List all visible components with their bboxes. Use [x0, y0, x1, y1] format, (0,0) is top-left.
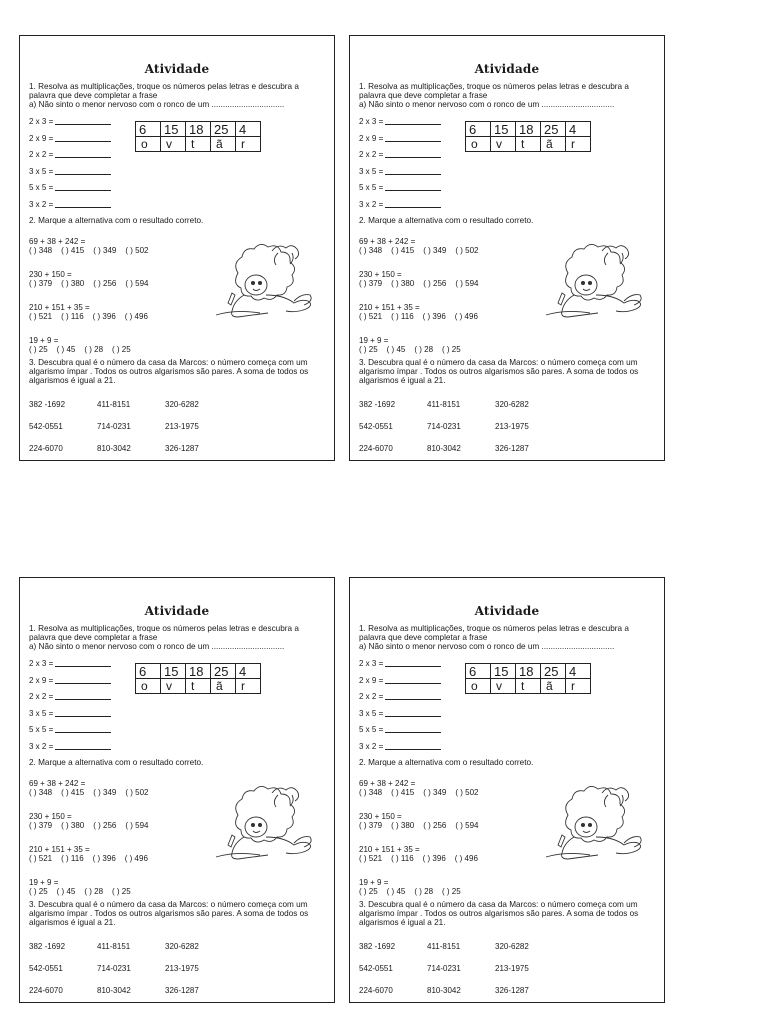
question-1-text: 1. Resolva as multiplicações, troque os números pelas letras e descubra a palavra que deve completar a frase — [359, 624, 629, 643]
addition-problem — [29, 270, 158, 303]
option-checkbox[interactable]: ( ) 116 — [391, 312, 414, 321]
code-cell: 6 — [466, 664, 491, 679]
option-checkbox[interactable]: ( ) 256 — [93, 821, 117, 830]
phone-number: 213-1975 — [495, 422, 529, 431]
option-checkbox[interactable]: ( ) 379 — [29, 279, 53, 288]
code-letters-row — [466, 679, 591, 694]
option-checkbox[interactable]: ( ) 379 — [29, 821, 53, 830]
option-checkbox[interactable]: ( ) 28 — [84, 887, 104, 896]
problem-expression: 210 + 151 + 35 = — [359, 845, 420, 854]
code-cell: 6 — [466, 122, 491, 137]
question-2-text: 2. Marque a alternativa com o resultado correto. — [29, 216, 204, 225]
code-numbers-row — [466, 664, 591, 679]
phone-number: 320-6282 — [165, 400, 199, 409]
phone-number: 382 -1692 — [29, 400, 66, 409]
option-checkbox[interactable]: ( ) 25 — [442, 887, 461, 896]
code-table — [465, 663, 591, 694]
phone-number-grid — [29, 400, 233, 461]
multiplication-item: 3 x 5 = — [29, 709, 111, 726]
option-checkbox[interactable]: ( ) 45 — [56, 345, 76, 354]
problem-expression: 69 + 38 + 242 = — [359, 237, 416, 246]
option-checkbox[interactable]: ( ) 415 — [61, 788, 85, 797]
option-checkbox[interactable]: ( ) 496 — [454, 312, 478, 321]
option-checkbox[interactable]: ( ) 28 — [84, 345, 104, 354]
phone-number: 714-0231 — [427, 422, 461, 431]
answer-blank[interactable] — [385, 174, 441, 175]
option-checkbox[interactable]: ( ) 28 — [414, 345, 434, 354]
multiplication-item: 5 x 5 = — [359, 725, 441, 742]
multiplication-item: 2 x 2 = — [29, 692, 111, 709]
phone-row — [29, 986, 233, 1003]
option-checkbox[interactable]: ( ) 502 — [125, 788, 149, 797]
option-checkbox[interactable]: ( ) 502 — [125, 246, 149, 255]
question-2-text: 2. Marque a alternativa com o resultado correto. — [359, 758, 534, 767]
code-letters-row — [466, 137, 591, 152]
phone-number: 224-6070 — [359, 986, 393, 995]
phone-row — [29, 942, 233, 964]
problem-expression: 19 + 9 = — [29, 336, 59, 345]
phone-number: 224-6070 — [29, 986, 63, 995]
addition-problems — [29, 237, 158, 369]
question-1-text: 1. Resolva as multiplicações, troque os números pelas letras e descubra a palavra que deve completar a frase — [29, 624, 299, 643]
option-checkbox[interactable]: ( ) 594 — [125, 279, 149, 288]
addition-problem — [359, 237, 488, 270]
multiplication-item: 5 x 5 = — [29, 725, 111, 742]
option-checkbox[interactable]: ( ) 25 — [29, 345, 48, 354]
worksheet-card-bottom-left — [19, 577, 335, 1003]
answer-blank[interactable] — [385, 699, 441, 700]
answer-blank[interactable] — [385, 157, 441, 158]
option-checkbox[interactable]: ( ) 594 — [125, 821, 149, 830]
phone-row — [359, 400, 563, 422]
phone-number-grid — [359, 942, 563, 1003]
code-cell: r — [566, 137, 591, 152]
phone-number: 320-6282 — [495, 400, 529, 409]
code-cell: ã — [211, 679, 236, 694]
code-numbers-row — [136, 664, 261, 679]
code-cell: 18 — [186, 664, 211, 679]
multiplication-item: 3 x 2 = — [29, 742, 111, 759]
addition-problem — [359, 303, 488, 336]
code-table — [465, 121, 591, 152]
phone-number-grid — [359, 400, 563, 461]
code-cell: 15 — [491, 664, 516, 679]
option-checkbox[interactable]: ( ) 348 — [359, 788, 383, 797]
option-checkbox[interactable]: ( ) 25 — [359, 345, 378, 354]
option-checkbox[interactable]: ( ) 594 — [455, 821, 479, 830]
code-table — [135, 663, 261, 694]
option-checkbox[interactable]: ( ) 349 — [423, 246, 447, 255]
code-cell: t — [186, 679, 211, 694]
code-cell: o — [136, 679, 161, 694]
problem-expression: 69 + 38 + 242 = — [29, 779, 86, 788]
option-checkbox[interactable]: ( ) 502 — [455, 788, 479, 797]
phone-number: 411-8151 — [427, 942, 461, 951]
option-checkbox[interactable]: ( ) 349 — [93, 788, 117, 797]
answer-blank[interactable] — [55, 683, 111, 684]
option-checkbox[interactable]: ( ) 25 — [29, 887, 48, 896]
phone-row — [29, 444, 233, 461]
option-checkbox[interactable]: ( ) 256 — [93, 279, 117, 288]
phone-number: 411-8151 — [97, 942, 131, 951]
option-checkbox[interactable]: ( ) 496 — [124, 312, 148, 321]
question-1 — [359, 624, 655, 652]
question-3-text: 3. Descubra qual é o número da casa da Marcos: o número começa com um algarismo ímpar . Todos os outros algarismos são pares. A soma de todos os algarismos é igual a 21. — [29, 358, 309, 386]
option-checkbox[interactable]: ( ) 521 — [359, 854, 383, 863]
code-letters-row — [136, 137, 261, 152]
answer-blank[interactable] — [385, 124, 441, 125]
multiplication-item: 2 x 9 = — [29, 676, 111, 693]
problem-expression: 230 + 150 = — [29, 270, 72, 279]
code-cell: v — [161, 137, 186, 152]
option-checkbox[interactable]: ( ) 28 — [414, 887, 434, 896]
option-checkbox[interactable]: ( ) 380 — [61, 279, 85, 288]
addition-problem — [359, 812, 488, 845]
problem-expression: 210 + 151 + 35 = — [29, 303, 90, 312]
multiplication-item: 2 x 9 = — [29, 134, 111, 151]
option-checkbox[interactable]: ( ) 25 — [112, 345, 131, 354]
option-checkbox[interactable]: ( ) 396 — [422, 312, 446, 321]
answer-blank[interactable] — [55, 157, 111, 158]
multiplication-item: 2 x 3 = — [29, 659, 111, 676]
question-1 — [359, 82, 655, 110]
option-checkbox[interactable]: ( ) 396 — [92, 854, 116, 863]
option-checkbox[interactable]: ( ) 496 — [454, 854, 478, 863]
phone-row — [359, 444, 563, 461]
option-checkbox[interactable]: ( ) 380 — [391, 279, 415, 288]
phone-number: 320-6282 — [165, 942, 199, 951]
option-checkbox[interactable]: ( ) 348 — [29, 788, 53, 797]
option-checkbox[interactable]: ( ) 348 — [359, 246, 383, 255]
phone-number: 542-0551 — [29, 964, 63, 973]
multiplication-item: 3 x 5 = — [359, 167, 441, 184]
code-letters-row — [136, 679, 261, 694]
phone-number: 320-6282 — [495, 942, 529, 951]
option-checkbox[interactable]: ( ) 25 — [359, 887, 378, 896]
option-checkbox[interactable]: ( ) 594 — [455, 279, 479, 288]
sheep-reading-icon — [208, 233, 320, 333]
option-checkbox[interactable]: ( ) 348 — [29, 246, 53, 255]
phone-number: 714-0231 — [97, 964, 131, 973]
problem-expression: 69 + 38 + 242 = — [29, 237, 86, 246]
sheep-reading-icon — [538, 233, 650, 333]
code-cell: ã — [541, 679, 566, 694]
option-checkbox[interactable]: ( ) 116 — [391, 854, 414, 863]
code-cell: 4 — [566, 122, 591, 137]
phone-row — [359, 942, 563, 964]
multiplication-item: 3 x 2 = — [359, 200, 441, 217]
option-checkbox[interactable]: ( ) 256 — [423, 821, 447, 830]
sheep-reading-icon — [208, 775, 320, 875]
phone-number: 714-0231 — [427, 964, 461, 973]
multiplication-item: 3 x 2 = — [359, 742, 441, 759]
problem-expression: 210 + 151 + 35 = — [359, 303, 420, 312]
multiplication-item: 3 x 2 = — [29, 200, 111, 217]
phone-number: 326-1287 — [495, 444, 529, 453]
phone-number: 224-6070 — [29, 444, 63, 453]
phone-number-grid — [29, 942, 233, 1003]
option-checkbox[interactable]: ( ) 415 — [391, 788, 415, 797]
addition-problem — [359, 270, 488, 303]
question-1-text: 1. Resolva as multiplicações, troque os números pelas letras e descubra a palavra que deve completar a frase — [359, 82, 629, 101]
code-cell: t — [516, 679, 541, 694]
code-cell: 4 — [566, 664, 591, 679]
addition-problems — [29, 779, 158, 911]
phone-row — [359, 986, 563, 1003]
problem-expression: 69 + 38 + 242 = — [359, 779, 416, 788]
multiplication-item: 5 x 5 = — [359, 183, 441, 200]
worksheet-title: Atividade — [144, 62, 210, 76]
option-checkbox[interactable]: ( ) 116 — [61, 312, 84, 321]
multiplication-item: 2 x 3 = — [359, 117, 441, 134]
option-checkbox[interactable]: ( ) 25 — [442, 345, 461, 354]
phone-row — [29, 422, 233, 444]
addition-problem — [29, 303, 158, 336]
code-cell: 18 — [186, 122, 211, 137]
code-cell: 6 — [136, 664, 161, 679]
multiplication-list — [29, 117, 111, 216]
answer-blank[interactable] — [55, 124, 111, 125]
code-cell: 25 — [211, 664, 236, 679]
code-cell: t — [516, 137, 541, 152]
code-cell: 15 — [161, 664, 186, 679]
answer-blank[interactable] — [385, 732, 441, 733]
option-checkbox[interactable]: ( ) 256 — [423, 279, 447, 288]
phone-number: 382 -1692 — [29, 942, 66, 951]
code-cell: 18 — [516, 122, 541, 137]
phone-number: 213-1975 — [495, 964, 529, 973]
code-cell: 18 — [516, 664, 541, 679]
question-3-text: 3. Descubra qual é o número da casa da Marcos: o número começa com um algarismo ímpar . Todos os outros algarismos são pares. A soma de todos os algarismos é igual a 21. — [359, 358, 639, 386]
option-checkbox[interactable]: ( ) 521 — [29, 854, 53, 863]
answer-blank[interactable] — [55, 190, 111, 191]
problem-expression: 230 + 150 = — [29, 812, 72, 821]
phone-row — [359, 964, 563, 986]
problem-expression: 230 + 150 = — [359, 812, 402, 821]
code-cell: 25 — [541, 122, 566, 137]
worksheet-title: Atividade — [474, 604, 540, 618]
code-cell: r — [236, 679, 261, 694]
code-numbers-row — [466, 122, 591, 137]
phone-number: 411-8151 — [427, 400, 461, 409]
answer-blank[interactable] — [55, 699, 111, 700]
question-3-text: 3. Descubra qual é o número da casa da Marcos: o número começa com um algarismo ímpar . Todos os outros algarismos são pares. A soma de todos os algarismos é igual a 21. — [29, 900, 309, 928]
multiplication-item: 2 x 2 = — [359, 150, 441, 167]
sheep-reading-icon — [538, 775, 650, 875]
code-cell: r — [236, 137, 261, 152]
answer-blank[interactable] — [385, 749, 441, 750]
addition-problems — [359, 779, 488, 911]
code-cell: 15 — [491, 122, 516, 137]
question-1-sentence: a) Não sinto o menor nervoso com o ronco de um ................................ — [359, 642, 615, 652]
phone-number: 714-0231 — [97, 422, 131, 431]
addition-problems — [359, 237, 488, 369]
option-checkbox[interactable]: ( ) 45 — [386, 887, 406, 896]
phone-number: 810-3042 — [97, 986, 131, 995]
problem-expression: 230 + 150 = — [359, 270, 402, 279]
answer-blank[interactable] — [55, 666, 111, 667]
code-cell: v — [491, 679, 516, 694]
code-cell: 15 — [161, 122, 186, 137]
option-checkbox[interactable]: ( ) 415 — [391, 246, 415, 255]
question-1-sentence: a) Não sinto o menor nervoso com o ronco de um ................................ — [29, 100, 285, 110]
multiplication-list — [29, 659, 111, 758]
phone-number: 326-1287 — [495, 986, 529, 995]
question-1-sentence: a) Não sinto o menor nervoso com o ronco de um ................................ — [29, 642, 285, 652]
problem-expression: 19 + 9 = — [359, 336, 389, 345]
multiplication-item: 3 x 5 = — [359, 709, 441, 726]
multiplication-item: 2 x 9 = — [359, 676, 441, 693]
multiplication-item: 5 x 5 = — [29, 183, 111, 200]
code-cell: t — [186, 137, 211, 152]
option-checkbox[interactable]: ( ) 496 — [124, 854, 148, 863]
question-3-text: 3. Descubra qual é o número da casa da Marcos: o número começa com um algarismo ímpar . Todos os outros algarismos são pares. A soma de todos os algarismos é igual a 21. — [359, 900, 639, 928]
answer-blank[interactable] — [55, 716, 111, 717]
answer-blank[interactable] — [55, 174, 111, 175]
code-numbers-row — [136, 122, 261, 137]
phone-row — [29, 400, 233, 422]
option-checkbox[interactable]: ( ) 521 — [29, 312, 53, 321]
addition-problem — [29, 779, 158, 812]
code-cell: 25 — [541, 664, 566, 679]
option-checkbox[interactable]: ( ) 349 — [93, 246, 117, 255]
phone-number: 411-8151 — [97, 400, 131, 409]
multiplication-item: 2 x 2 = — [29, 150, 111, 167]
phone-row — [29, 964, 233, 986]
phone-number: 326-1287 — [165, 444, 199, 453]
code-cell: o — [466, 679, 491, 694]
phone-number: 542-0551 — [359, 422, 393, 431]
multiplication-item: 2 x 9 = — [359, 134, 441, 151]
problem-expression: 19 + 9 = — [29, 878, 59, 887]
answer-blank[interactable] — [385, 683, 441, 684]
question-2-text: 2. Marque a alternativa com o resultado correto. — [359, 216, 534, 225]
code-cell: 25 — [211, 122, 236, 137]
question-1-text: 1. Resolva as multiplicações, troque os números pelas letras e descubra a palavra que deve completar a frase — [29, 82, 299, 101]
multiplication-item: 2 x 3 = — [359, 659, 441, 676]
phone-number: 382 -1692 — [359, 942, 396, 951]
code-cell: 4 — [236, 664, 261, 679]
answer-blank[interactable] — [385, 207, 441, 208]
worksheet-title: Atividade — [474, 62, 540, 76]
answer-blank[interactable] — [55, 207, 111, 208]
code-cell: 6 — [136, 122, 161, 137]
phone-number: 213-1975 — [165, 964, 199, 973]
code-cell: ã — [211, 137, 236, 152]
question-1 — [29, 624, 325, 652]
code-cell: 4 — [236, 122, 261, 137]
option-checkbox[interactable]: ( ) 379 — [359, 821, 383, 830]
code-cell: o — [466, 137, 491, 152]
multiplication-item: 2 x 3 = — [29, 117, 111, 134]
option-checkbox[interactable]: ( ) 379 — [359, 279, 383, 288]
option-checkbox[interactable]: ( ) 396 — [92, 312, 116, 321]
phone-number: 810-3042 — [427, 444, 461, 453]
addition-problem — [29, 237, 158, 270]
option-checkbox[interactable]: ( ) 25 — [112, 887, 131, 896]
phone-number: 810-3042 — [97, 444, 131, 453]
question-1-sentence: a) Não sinto o menor nervoso com o ronco de um ................................ — [359, 100, 615, 110]
phone-row — [359, 422, 563, 444]
multiplication-item: 3 x 5 = — [29, 167, 111, 184]
answer-blank[interactable] — [385, 716, 441, 717]
answer-blank[interactable] — [385, 141, 441, 142]
phone-number: 213-1975 — [165, 422, 199, 431]
problem-expression: 19 + 9 = — [359, 878, 389, 887]
option-checkbox[interactable]: ( ) 349 — [423, 788, 447, 797]
phone-number: 810-3042 — [427, 986, 461, 995]
code-cell: o — [136, 137, 161, 152]
answer-blank[interactable] — [55, 732, 111, 733]
multiplication-list — [359, 659, 441, 758]
multiplication-list — [359, 117, 441, 216]
phone-number: 224-6070 — [359, 444, 393, 453]
option-checkbox[interactable]: ( ) 45 — [386, 345, 406, 354]
option-checkbox[interactable]: ( ) 415 — [61, 246, 85, 255]
worksheet-card-top-right — [349, 35, 665, 461]
code-cell: v — [161, 679, 186, 694]
option-checkbox[interactable]: ( ) 45 — [56, 887, 76, 896]
code-table — [135, 121, 261, 152]
option-checkbox[interactable]: ( ) 521 — [359, 312, 383, 321]
code-cell: r — [566, 679, 591, 694]
worksheet-card-top-left — [19, 35, 335, 461]
addition-problem — [29, 812, 158, 845]
option-checkbox[interactable]: ( ) 396 — [422, 854, 446, 863]
addition-problem — [29, 845, 158, 878]
phone-number: 382 -1692 — [359, 400, 396, 409]
worksheet-title: Atividade — [144, 604, 210, 618]
option-checkbox[interactable]: ( ) 380 — [391, 821, 415, 830]
phone-number: 542-0551 — [359, 964, 393, 973]
phone-number: 326-1287 — [165, 986, 199, 995]
worksheet-card-bottom-right — [349, 577, 665, 1003]
option-checkbox[interactable]: ( ) 116 — [61, 854, 84, 863]
problem-expression: 210 + 151 + 35 = — [29, 845, 90, 854]
option-checkbox[interactable]: ( ) 502 — [455, 246, 479, 255]
question-2-text: 2. Marque a alternativa com o resultado correto. — [29, 758, 204, 767]
code-cell: ã — [541, 137, 566, 152]
code-cell: v — [491, 137, 516, 152]
answer-blank[interactable] — [55, 749, 111, 750]
multiplication-item: 2 x 2 = — [359, 692, 441, 709]
answer-blank[interactable] — [55, 141, 111, 142]
addition-problem — [359, 845, 488, 878]
phone-number: 542-0551 — [29, 422, 63, 431]
option-checkbox[interactable]: ( ) 380 — [61, 821, 85, 830]
answer-blank[interactable] — [385, 190, 441, 191]
question-1 — [29, 82, 325, 110]
addition-problem — [359, 779, 488, 812]
answer-blank[interactable] — [385, 666, 441, 667]
